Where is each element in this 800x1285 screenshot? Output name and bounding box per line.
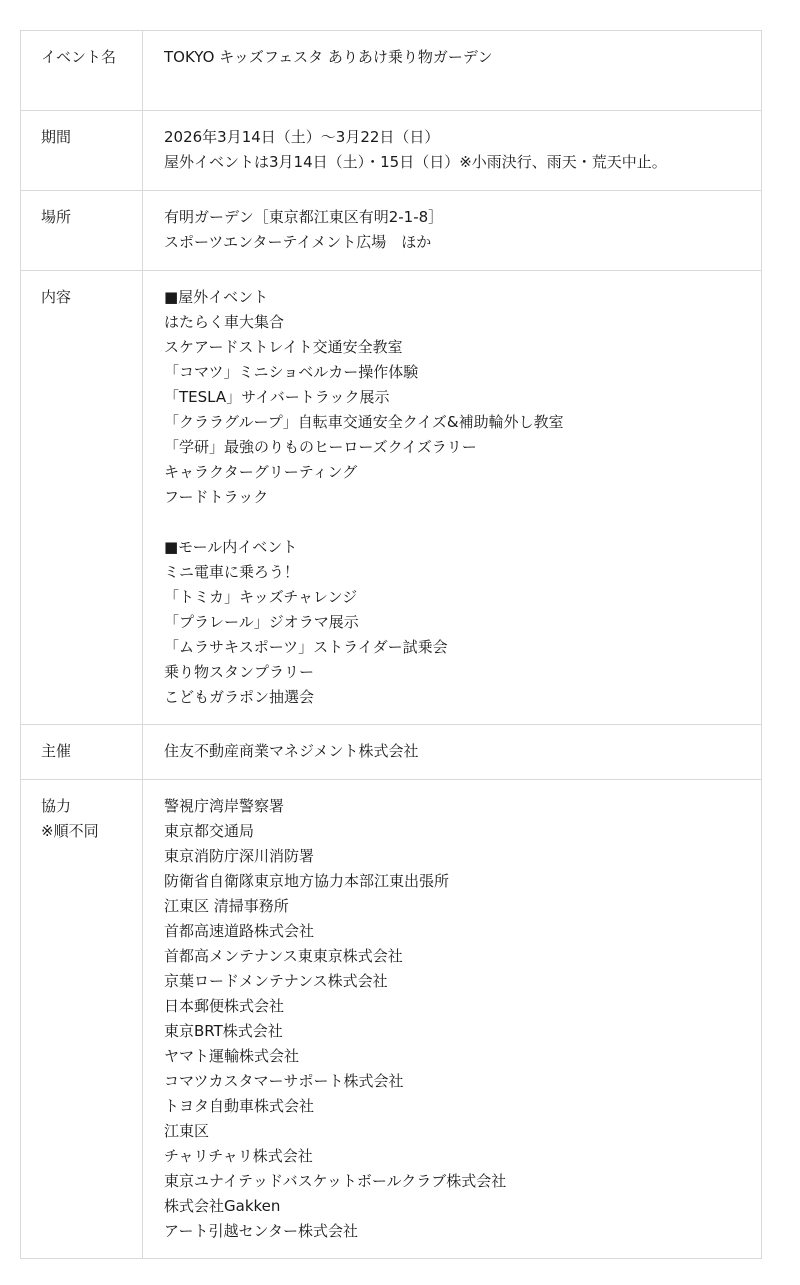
mall-event-item: ■モール内イベント (164, 538, 298, 556)
cooperation-list (164, 794, 741, 1244)
cooperation-item: 防衛省自衛隊東京地方協力本部江東出張所 (164, 872, 450, 890)
host-name: 住友不動産商業マネジメント株式会社 (164, 742, 419, 760)
row-place (21, 191, 762, 271)
value-cell-content (143, 271, 762, 725)
outdoor-event-item: はたらく車大集合 (164, 313, 285, 331)
outdoor-event-item: 「学研」最強のりものヒーローズクイズラリー (164, 438, 477, 456)
label-event-name: イベント名 (41, 48, 117, 66)
label-place: 場所 (41, 208, 72, 226)
period-dates: 2026年3月14日（土）〜3月22日（日） (164, 128, 440, 146)
cooperation-item: 東京ユナイテッドバスケットボールクラブ株式会社 (164, 1172, 507, 1190)
cooperation-item: トヨタ自動車株式会社 (164, 1097, 315, 1115)
label-host: 主催 (41, 742, 72, 760)
outdoor-event-item: 「TESLA」サイバートラック展示 (164, 388, 390, 406)
cooperation-item: チャリチャリ株式会社 (164, 1147, 313, 1165)
outdoor-event-item: スケアードストレイト交通安全教室 (164, 338, 403, 356)
mall-event-item: 「プラレール」ジオラマ展示 (164, 613, 359, 631)
label-cell-host (21, 725, 143, 780)
mall-event-list (164, 535, 741, 710)
outdoor-event-item: ■屋外イベント (164, 288, 269, 306)
mall-event-item: ミニ電車に乗ろう！ (164, 563, 300, 581)
value-cell-host (143, 725, 762, 780)
cooperation-item: 首都高メンテナンス東東京株式会社 (164, 947, 403, 965)
cooperation-item: 東京BRT株式会社 (164, 1022, 283, 1040)
row-content (21, 271, 762, 725)
period-outdoor-note: 屋外イベントは3月14日（土）・15日（日）※小雨決行、雨天・荒天中止。 (164, 153, 667, 171)
cooperation-item: コマツカスタマーサポート株式会社 (164, 1072, 404, 1090)
label-cell-cooperation (21, 780, 143, 1259)
cooperation-item: 東京都交通局 (164, 822, 255, 840)
row-host (21, 725, 762, 780)
cooperation-item: アート引越センター株式会社 (164, 1222, 358, 1240)
event-info-table (20, 30, 762, 1259)
outdoor-event-list (164, 285, 741, 510)
place-address: 有明ガーデン［東京都江東区有明2-1-8］ (164, 208, 444, 226)
cooperation-item: 京葉ロードメンテナンス株式会社 (164, 972, 388, 990)
event-name-text: TOKYO キッズフェスタ ありあけ乗り物ガーデン (164, 48, 493, 66)
outdoor-event-item: キャラクターグリーティング (164, 463, 358, 481)
label-cell-content (21, 271, 143, 725)
mall-event-item: 乗り物スタンプラリー (164, 663, 315, 681)
row-event-name (21, 31, 762, 111)
cooperation-item: 首都高速道路株式会社 (164, 922, 315, 940)
row-period (21, 111, 762, 191)
outdoor-event-item: 「クララグループ」自転車交通安全クイズ&補助輪外し教室 (164, 413, 564, 431)
label-cell-period (21, 111, 143, 191)
label-cooperation-note: ※順不同 (41, 822, 99, 840)
value-cell-cooperation (143, 780, 762, 1259)
label-cell-event-name (21, 31, 143, 111)
label-content: 内容 (41, 288, 72, 306)
row-cooperation (21, 780, 762, 1259)
cooperation-item: 江東区 清掃事務所 (164, 897, 289, 915)
label-cell-place (21, 191, 143, 271)
cooperation-item: 江東区 (164, 1122, 210, 1140)
mall-event-item: 「ムラサキスポーツ」ストライダー試乗会 (164, 638, 448, 656)
label-cooperation: 協力 (41, 797, 72, 815)
content-spacer (164, 510, 741, 535)
cooperation-item: 株式会社Gakken (164, 1197, 281, 1215)
outdoor-event-item: 「コマツ」ミニショベルカー操作体験 (164, 363, 419, 381)
value-cell-place (143, 191, 762, 271)
cooperation-item: 警視庁湾岸警察署 (164, 797, 285, 815)
place-venue: スポーツエンターテイメント広場 ほか (164, 233, 432, 251)
mall-event-item: 「トミカ」キッズチャレンジ (164, 588, 358, 606)
mall-event-item: こどもガラポン抽選会 (164, 688, 315, 706)
outdoor-event-item: フードトラック (164, 488, 269, 506)
value-cell-period (143, 111, 762, 191)
cooperation-item: 日本郵便株式会社 (164, 997, 285, 1015)
cooperation-item: ヤマト運輸株式会社 (164, 1047, 300, 1065)
cooperation-item: 東京消防庁深川消防署 (164, 847, 315, 865)
label-period: 期間 (41, 128, 72, 146)
value-cell-event-name (143, 31, 762, 111)
